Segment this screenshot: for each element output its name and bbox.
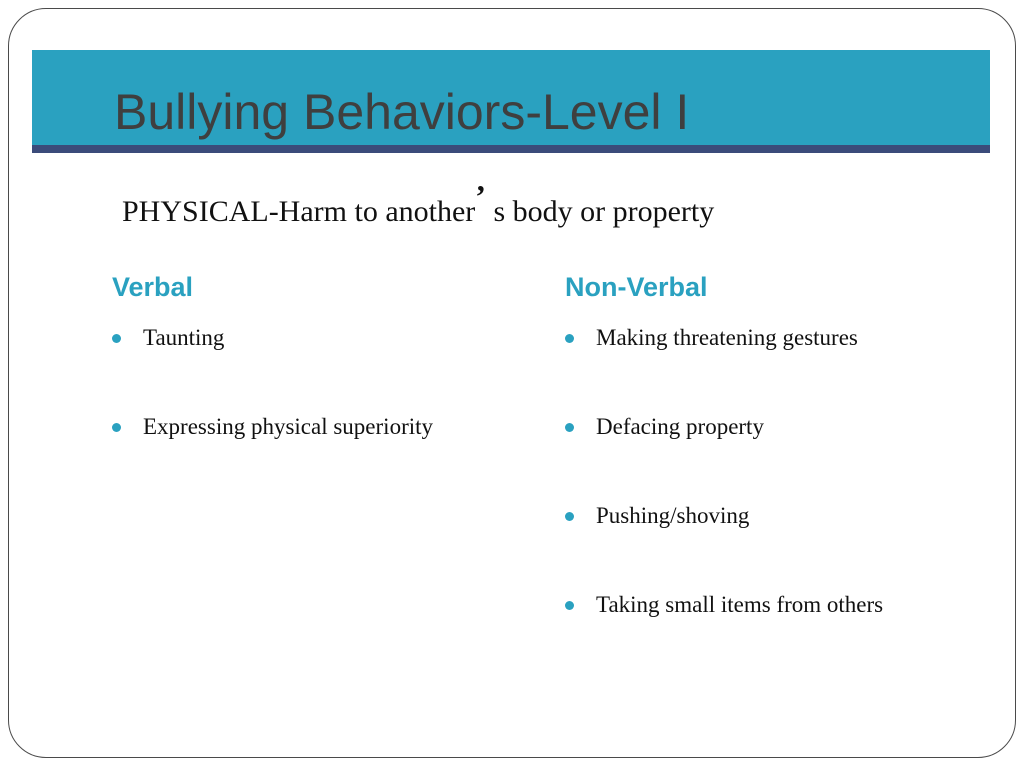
slide-title: Bullying Behaviors-Level I (114, 84, 690, 140)
list-item (565, 322, 995, 411)
non-verbal-column (565, 268, 995, 678)
list-item-text: Pushing/shoving (596, 503, 750, 528)
list-item (112, 411, 532, 500)
round-bullet-icon (112, 423, 121, 432)
slide-subtitle (122, 177, 715, 236)
list-item-text: Expressing physical superiority (143, 414, 434, 439)
list-item-text: Taunting (143, 325, 225, 350)
non-verbal-list (565, 322, 995, 678)
verbal-list (112, 322, 532, 500)
round-bullet-icon (565, 512, 574, 521)
list-item (565, 500, 995, 589)
verbal-column (112, 268, 532, 500)
verbal-heading: Verbal (112, 272, 194, 302)
non-verbal-heading: Non-Verbal (565, 272, 708, 302)
list-item (112, 322, 532, 411)
title-underline (32, 145, 990, 153)
round-bullet-icon (565, 601, 574, 610)
list-item-text: Taking small items from others (596, 592, 884, 617)
round-bullet-icon (565, 334, 574, 343)
list-item-text: Defacing property (596, 414, 764, 439)
list-item (565, 589, 995, 678)
round-bullet-icon (112, 334, 121, 343)
round-bullet-icon (565, 423, 574, 432)
subtitle-text-end: s body or property (485, 195, 715, 228)
list-item (565, 411, 995, 500)
subtitle-text-start: PHYSICAL-Harm to another (122, 195, 476, 228)
list-item-text: Making threatening gestures (596, 325, 858, 350)
subtitle-apostrophe: ’ (475, 177, 486, 214)
